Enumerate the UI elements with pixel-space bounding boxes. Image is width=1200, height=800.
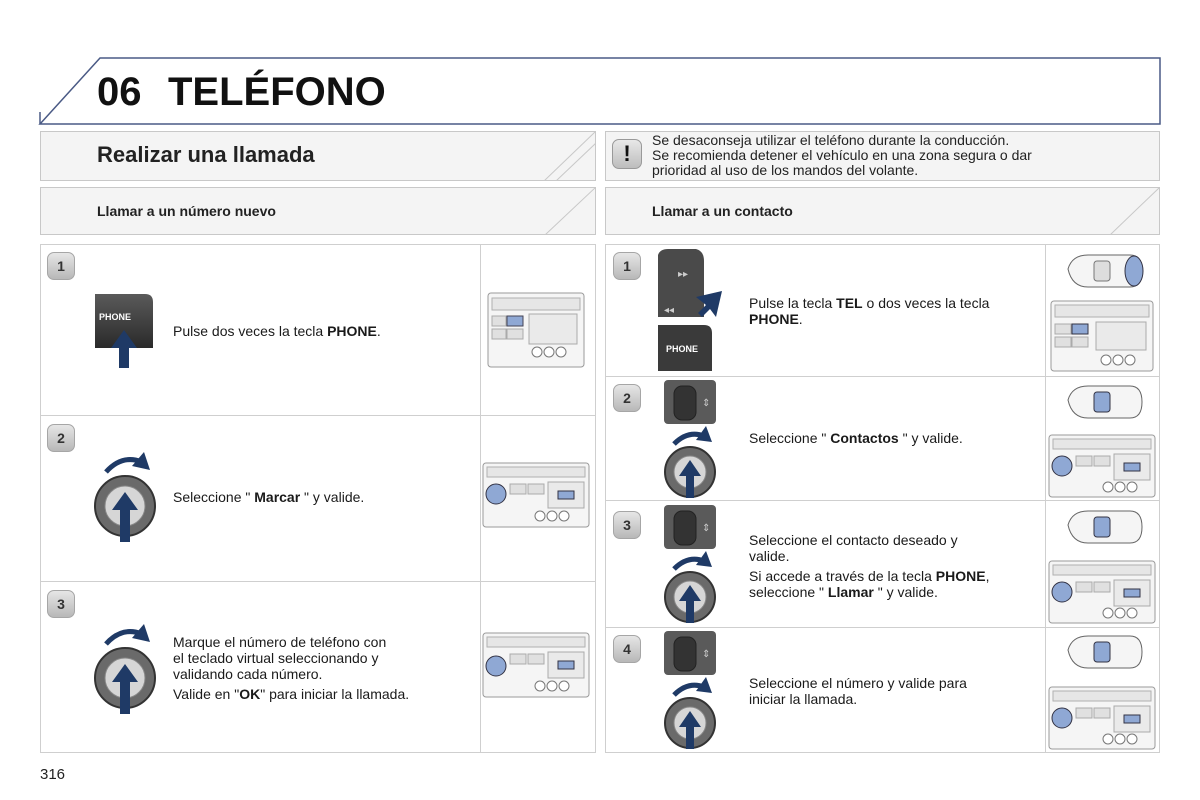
- steering-control-illustration: [1064, 249, 1146, 295]
- phone-button-icon: [93, 292, 155, 370]
- step-badge: 4: [613, 635, 641, 663]
- chapter-number: 06: [97, 70, 142, 114]
- svg-text:◂◂: ◂◂: [664, 305, 675, 316]
- left-subtitle: Llamar a un número nuevo: [97, 203, 276, 219]
- chapter-title: TELÉFONO: [168, 70, 386, 114]
- step-badge: 1: [613, 252, 641, 280]
- svg-text:⇕: ⇕: [702, 398, 711, 409]
- scroll-wheel-and-knob-icon: [660, 503, 724, 625]
- section-title: Realizar una llamada: [97, 142, 315, 167]
- step-badge: 2: [47, 424, 75, 452]
- right-row-separator: [605, 500, 1160, 501]
- exclamation-icon: !: [612, 139, 642, 169]
- steering-stalk-tel-icon: [656, 247, 726, 373]
- warning-text: [652, 133, 1122, 178]
- radio-panel-illustration: [482, 632, 590, 698]
- svg-text:⇕: ⇕: [702, 649, 711, 660]
- step-1-text: Pulse la tecla TEL o dos veces la tecla PHONE.: [749, 295, 990, 327]
- step-badge: 1: [47, 252, 75, 280]
- radio-panel-illustration: [1048, 686, 1156, 750]
- svg-text:⇕: ⇕: [702, 523, 711, 534]
- scroll-wheel-and-knob-icon: [660, 629, 724, 751]
- left-row-separator: [40, 415, 596, 416]
- scroll-wheel-and-knob-icon: [660, 378, 724, 500]
- phone-button-label: PHONE: [99, 312, 132, 322]
- step-badge: 2: [613, 384, 641, 412]
- radio-panel-illustration: [487, 292, 585, 368]
- right-subtitle: Llamar a un contacto: [652, 203, 793, 219]
- step-3-text: Marque el número de teléfono con el teclado virtual seleccionando y validando cada número. Valide en "OK" para iniciar la llamada.: [173, 634, 410, 702]
- warning-line-1: Se desaconseja utilizar el teléfono durante la conducción.: [652, 132, 1010, 148]
- right-column-separator: [1045, 244, 1046, 753]
- step-badge: 3: [47, 590, 75, 618]
- warning-line-3: prioridad al uso de los mandos del volante.: [652, 162, 919, 178]
- step-2-text: Seleccione " Marcar " y valide.: [173, 489, 365, 505]
- radio-panel-illustration: [482, 462, 590, 528]
- left-row-separator: [40, 581, 596, 582]
- step-3-text: Seleccione el contacto deseado y valide. Si accede a través de la tecla PHONE, seleccione " Llamar " y valide.: [749, 532, 990, 600]
- svg-text:▸▸: ▸▸: [678, 269, 689, 280]
- steering-control-illustration: [1064, 630, 1146, 676]
- rotary-knob-icon: [92, 620, 158, 718]
- warning-line-2: Se recomienda detener el vehículo en una zona segura o dar: [652, 147, 1032, 163]
- radio-panel-illustration: [1050, 300, 1154, 372]
- step-2-text: Seleccione " Contactos " y valide.: [749, 430, 963, 446]
- radio-panel-illustration: [1048, 560, 1156, 624]
- right-row-separator: [605, 376, 1160, 377]
- step-badge: 3: [613, 511, 641, 539]
- right-row-separator: [605, 627, 1160, 628]
- steering-control-illustration: [1064, 380, 1146, 426]
- phone-button-label: PHONE: [666, 344, 699, 354]
- steering-control-illustration: [1064, 505, 1146, 551]
- radio-panel-illustration: [1048, 434, 1156, 498]
- step-1-text: Pulse dos veces la tecla PHONE.: [173, 323, 381, 339]
- page-number: 316: [40, 766, 66, 783]
- step-4-text: Seleccione el número y valide para iniciar la llamada.: [749, 675, 967, 707]
- left-column-separator: [480, 244, 481, 753]
- rotary-knob-icon: [92, 448, 158, 546]
- band-decoration: [500, 131, 596, 181]
